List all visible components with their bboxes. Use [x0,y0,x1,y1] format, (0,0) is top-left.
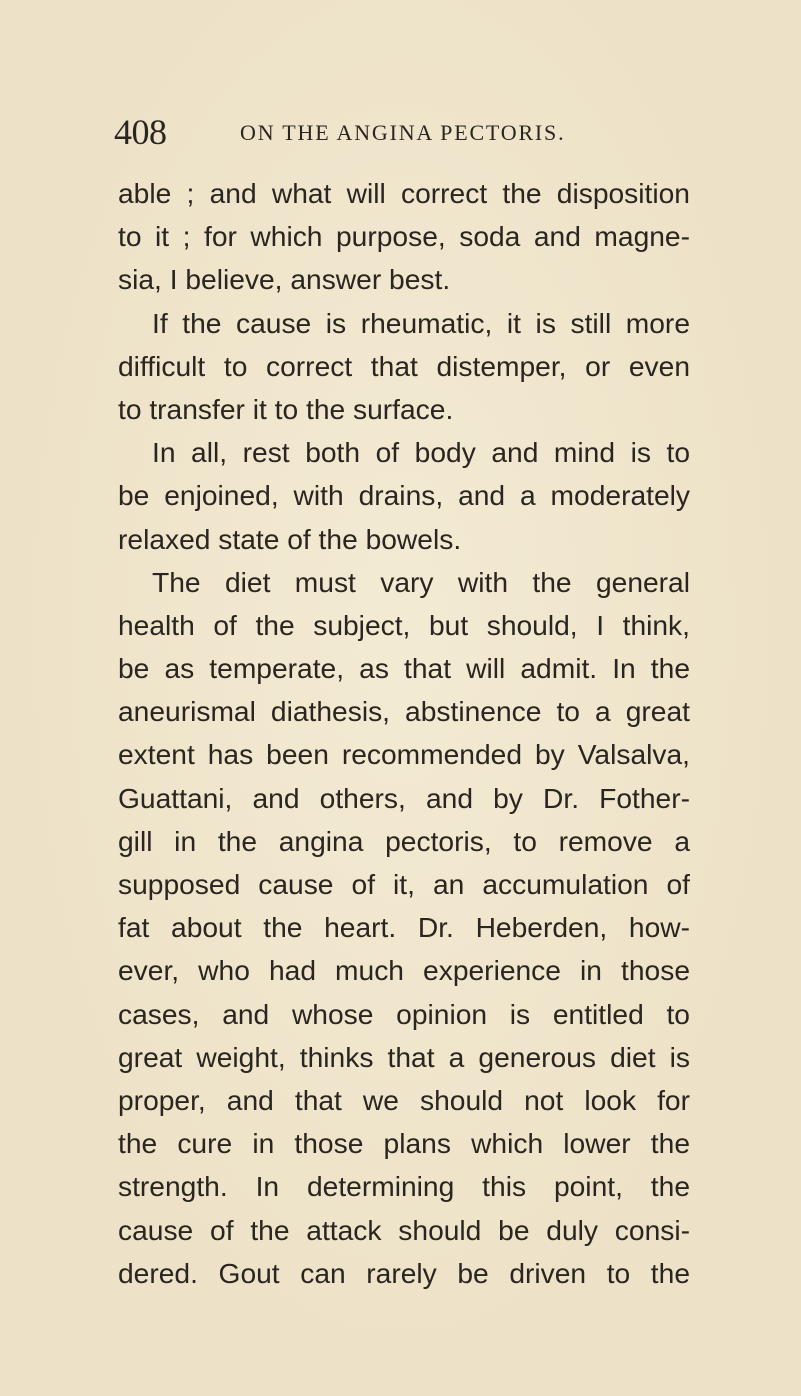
text-line: In all, rest both of body and mind is to [152,436,690,469]
text-line: If the cause is rheumatic, it is still more [152,306,690,339]
running-head: ON THE ANGINA PECTORIS. [240,120,566,145]
text-line: health of the subject, but should, I think, [118,608,690,641]
text-line: Guattani, and others, and by Dr. Fother- [118,781,690,814]
body-text [118,172,690,1295]
page-header [114,112,714,152]
text-line: aneurismal diathesis, abstinence to a great [118,695,690,728]
text-line: The diet must vary with the general [152,565,690,598]
text-line: gill in the angina pectoris, to remove a [118,824,690,857]
text-line: proper, and that we should not look for [118,1083,690,1116]
text-line: relaxed state of the bowels. [118,522,462,555]
text-line: difficult to correct that distemper, or even [118,349,690,382]
text-line: to transfer it to the surface. [118,392,454,425]
text-line: be as temperate, as that will admit. In the [118,652,690,685]
text-line: fat about the heart. Dr. Heberden, how- [118,911,690,944]
page-number: 408 [114,112,167,152]
text-line: dered. Gout can rarely be driven to the [118,1256,690,1289]
text-line: to it ; for which purpose, soda and magne- [118,220,690,253]
text-line: cases, and whose opinion is entitled to [118,997,690,1030]
text-line: the cure in those plans which lower the [118,1127,690,1160]
text-line: sia, I believe, answer best. [118,263,451,296]
text-line: cause of the attack should be duly consi- [118,1213,690,1246]
text-line: be enjoined, with drains, and a moderately [118,479,690,512]
text-line: ever, who had much experience in those [118,954,690,987]
text-line: extent has been recommended by Valsalva, [118,738,690,771]
text-line: able ; and what will correct the disposition [118,177,690,209]
text-line: strength. In determining this point, the [118,1170,690,1203]
text-line: great weight, thinks that a generous diet is [118,1040,690,1073]
text-line: supposed cause of it, an accumulation of [118,868,690,900]
